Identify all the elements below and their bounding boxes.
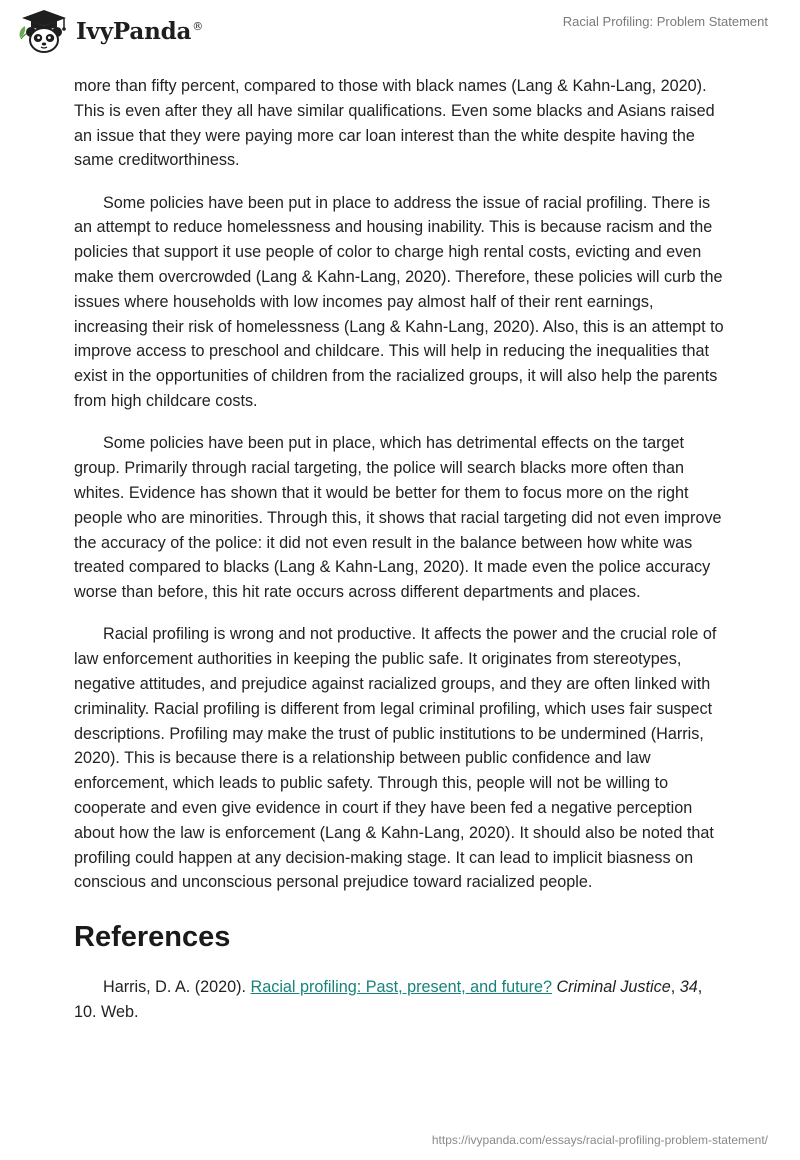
footer-url[interactable]: https://ivypanda.com/essays/racial-profiling-problem-statement/ xyxy=(431,1133,768,1147)
logo-text: IvyPanda xyxy=(76,17,192,45)
page-header xyxy=(0,0,800,64)
references-heading: References xyxy=(74,921,231,954)
reference-authors: Harris, D. A. (2020). xyxy=(103,978,251,997)
logo-wordmark xyxy=(76,18,203,45)
paragraph-detrimental-effects: Some policies have been put in place, which has detrimental effects on the target group. Primarily through racial targeting, the police will search blacks more often than whites. Evidence has shown that it would be better for them to focus more on the right people who are minorities. Through this, it shows that racial targeting did not even improve the accuracy of the police: it did not even result in the balance between how white was treated compared to blacks (Lang & Kahn-Lang, 2020). It made even the police accuracy worse than before, this hit rate occurs across different departments and places. xyxy=(74,434,722,602)
reference-title-link[interactable]: Racial profiling: Past, present, and future? xyxy=(250,978,552,997)
reference-pages: 10. Web. xyxy=(74,1003,139,1021)
running-title: Racial Profiling: Problem Statement xyxy=(562,14,768,29)
registered-mark: ® xyxy=(192,19,203,33)
ivypanda-logo[interactable] xyxy=(16,8,203,54)
reference-separator: , xyxy=(670,978,680,997)
paragraph-racial-profiling-wrong: Racial profiling is wrong and not productive. It affects the power and the crucial role of law enforcement authorities in keeping the public safe. It originates from stereotypes, negative attitudes, and prejudice against racialized groups, and they are often linked with criminality. Racial profiling is different from legal criminal profiling, which uses fair suspect descriptions. Profiling may make the trust of public institutions to be undermined (Harris, 2020). This is because there is a relationship between public confidence and law enforcement, which leads to public safety. Through this, people will not be willing to cooperate and even give evidence in court if they have been fed a negative perception about how the law is enforcement (Lang & Kahn-Lang, 2020). It should also be noted that profiling could happen at any decision-making stage. It can lead to implicit biasness on conscious and unconscious personal prejudice toward racialized people. xyxy=(74,625,717,892)
reference-journal: Criminal Justice xyxy=(556,978,671,997)
paragraph-continued: more than fifty percent, compared to those with black names (Lang & Kahn-Lang, 2020). This is even after they all have similar qualifications. Even some blacks and Asians raised an issue that they were paying more car loan interest than the white despite having the same creditworthiness. xyxy=(74,77,715,170)
paragraph-policies: Some policies have been put in place to address the issue of racial profiling. There is an attempt to reduce homelessness and housing inability. This is because racism and the policies that support it use people of color to charge high rental costs, evicting and even make them overcrowded (Lang & Kahn-Lang, 2020). Therefore, these policies will curb the issues where households with low incomes pay almost half of their rent earnings, increasing their risk of homelessness (Lang & Kahn-Lang, 2020). Also, this is an attempt to improve access to preschool and childcare. This will help in reducing the inequalities that exist in the opportunities of children from the racialized groups, it will also help the parents from high childcare costs. xyxy=(74,193,724,411)
reference-volume: 34 xyxy=(679,978,698,997)
essay-content xyxy=(74,74,729,1042)
reference-entry xyxy=(74,975,729,1025)
panda-graduate-icon xyxy=(16,8,72,54)
reference-separator: , xyxy=(697,978,703,997)
